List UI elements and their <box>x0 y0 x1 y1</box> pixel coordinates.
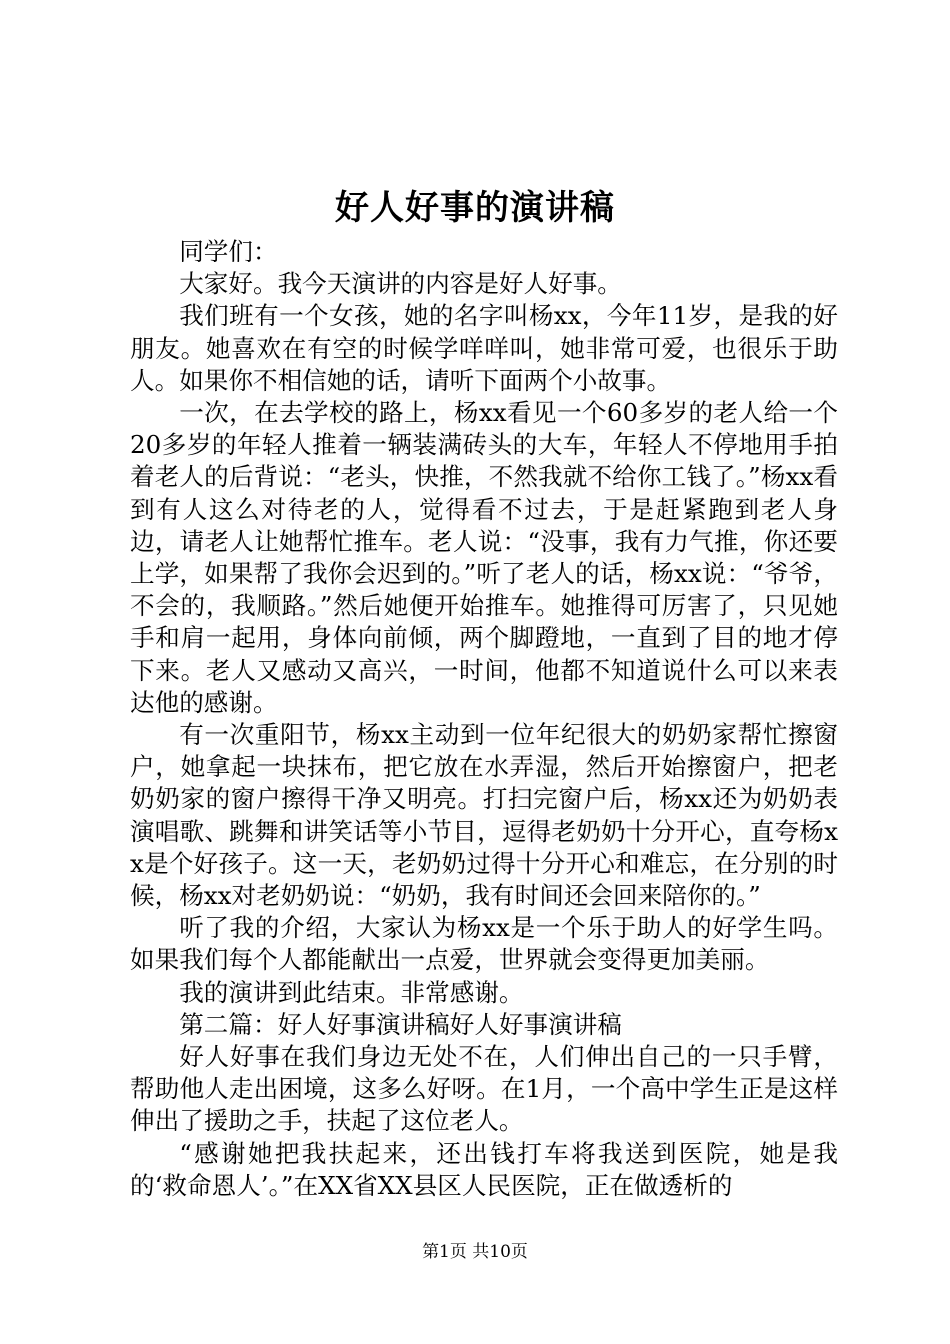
paragraph: 我们班有一个女孩，她的名字叫杨xx，今年11岁，是我的好朋友。她喜欢在有空的时候学咩咩叫，她非常可爱，也很乐于助人。如果你不相信她的话，请听下面两个小故事。 <box>130 301 838 395</box>
paragraph: 一次，在去学校的路上，杨xx看见一个60多岁的老人给一个20多岁的年轻人推着一辆装满砖头的大车，年轻人不停地用手拍着老人的后背说：“老头，快推，不然我就不给你工钱了。”杨xx看到有人这么对待老的人，觉得看不过去，于是赶紧跑到老人身边，请老人让她帮忙推车。老人说：“没事，我有力气推，你还要上学，如果帮了我你会迟到的。”听了老人的话，杨xx说：“爷爷，不会的，我顺路。”然后她便开始推车。她推得可厉害了，只见她手和肩一起用，身体向前倾，两个脚蹬地，一直到了目的地才停下来。老人又感动又高兴，一时间，他都不知道说什么可以来表达他的感谢。 <box>130 398 838 717</box>
document-body <box>130 236 838 1202</box>
paragraph: 同学们： <box>179 237 278 266</box>
paragraph: 听了我的介绍，大家认为杨xx是一个乐于助人的好学生吗。如果我们每个人都能献出一点爱，世界就会变得更加美丽。 <box>130 913 838 975</box>
page-footer: 第1页 共10页 <box>422 1242 528 1262</box>
paragraph: 有一次重阳节，杨xx主动到一位年纪很大的奶奶家帮忙擦窗户，她拿起一块抹布，把它放在水弄湿，然后开始擦窗户，把老奶奶家的窗户擦得干净又明亮。打扫完窗户后，杨xx还为奶奶表演唱歌、跳舞和讲笑话等小节目，逗得老奶奶十分开心，直夸杨xx是个好孩子。这一天，老奶奶过得十分开心和难忘，在分别的时候，杨xx对老奶奶说：“奶奶，我有时间还会回来陪你的。” <box>130 720 838 911</box>
paragraph: “感谢她把我扶起来，还出钱打车将我送到医院，她是我的‘救命恩人’。”在XX省XX县区人民医院，正在做透析的 <box>130 1138 838 1200</box>
paragraph: 好人好事在我们身边无处不在，人们伸出自己的一只手臂，帮助他人走出困境，这多么好呀。在1月，一个高中学生正是这样伸出了援助之手，扶起了这位老人。 <box>130 1042 838 1136</box>
document-title: 好人好事的演讲稿 <box>335 188 615 228</box>
paragraph: 大家好。我今天演讲的内容是好人好事。 <box>179 269 622 299</box>
paragraph: 我的演讲到此结束。非常感谢。 <box>179 977 524 1007</box>
section-heading: 第二篇：好人好事演讲稿好人好事演讲稿 <box>179 1009 622 1039</box>
